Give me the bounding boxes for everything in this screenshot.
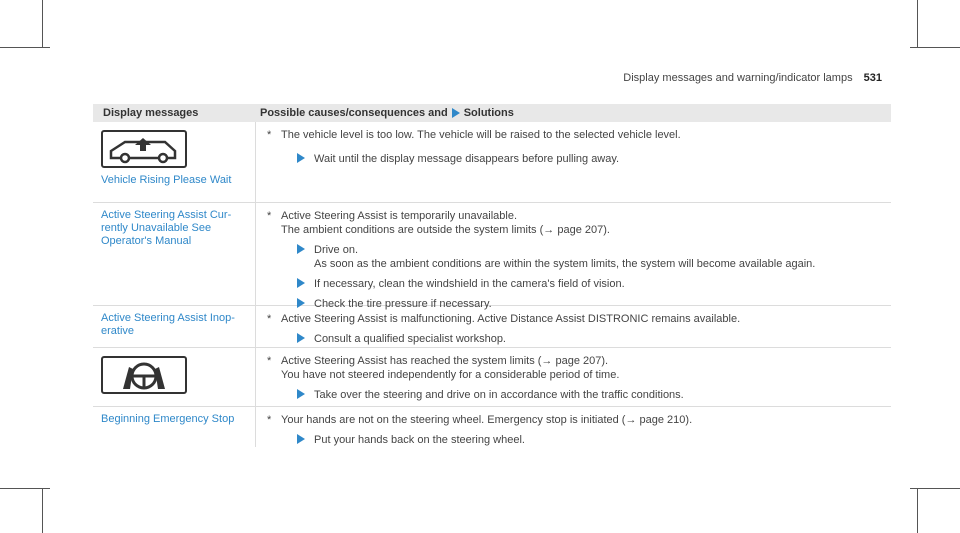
cause-item: * Active Steering Assist is malfunctioning. Active Distance Assist DISTRONIC remains available. bbox=[267, 313, 741, 325]
crop-mark bbox=[917, 488, 918, 533]
arrow-icon bbox=[452, 108, 460, 118]
page-number: 531 bbox=[863, 72, 882, 84]
messages-table bbox=[93, 104, 891, 447]
steering-hands-icon bbox=[101, 356, 187, 394]
message-text: Active Steering Assist Inoperative bbox=[101, 312, 235, 337]
table-row bbox=[93, 306, 891, 348]
section-title: Display messages and warning/indicator lamps bbox=[623, 72, 853, 84]
message-text: Vehicle Rising Please Wait bbox=[101, 174, 232, 186]
crop-mark bbox=[42, 0, 43, 48]
col-display-messages: Display messages bbox=[103, 107, 199, 119]
cause-note: You have not steered independently for a considerable period of time. bbox=[281, 369, 620, 381]
table-header bbox=[93, 104, 891, 122]
cause-note: The ambient conditions are outside the system limits (→ page 207). bbox=[281, 224, 610, 236]
crop-mark bbox=[917, 0, 918, 48]
cause-item: * Your hands are not on the steering wheel. Emergency stop is initiated (→ page 210). bbox=[267, 414, 693, 426]
step-arrow-icon bbox=[297, 333, 305, 343]
step-arrow-icon bbox=[297, 244, 305, 254]
solution-step: Take over the steering and drive on in accordance with the traffic conditions. bbox=[297, 388, 883, 402]
step-arrow-icon bbox=[297, 278, 305, 288]
solution-step: Drive on. As soon as the ambient conditions are within the system limits, the system will become available again. bbox=[297, 243, 883, 271]
vehicle-level-icon bbox=[101, 130, 187, 168]
table-row bbox=[93, 348, 891, 407]
solution-step: Wait until the display message disappears before pulling away. bbox=[297, 152, 883, 166]
page-header bbox=[623, 72, 882, 84]
crop-mark bbox=[42, 488, 43, 533]
solution-step: Put your hands back on the steering wheel. bbox=[297, 433, 883, 447]
cause-item: * Active Steering Assist has reached the system limits (→ page 207). bbox=[267, 355, 609, 367]
col-causes: Possible causes/consequences and Solutions bbox=[260, 107, 514, 119]
table-row bbox=[93, 407, 891, 447]
table-row bbox=[93, 203, 891, 310]
table-row bbox=[93, 122, 891, 203]
solution-step: Check the tire pressure if necessary. bbox=[297, 297, 883, 311]
step-arrow-icon bbox=[297, 389, 305, 399]
solution-step: Consult a qualified specialist workshop. bbox=[297, 332, 883, 346]
step-arrow-icon bbox=[297, 434, 305, 444]
cause-item: * Active Steering Assist is temporarily unavailable. bbox=[267, 210, 517, 222]
message-text: Active Steering Assist Currently Unavailable See Operator's Manual bbox=[101, 209, 232, 247]
step-arrow-icon bbox=[297, 153, 305, 163]
solution-step: If necessary, clean the windshield in the camera's field of vision. bbox=[297, 277, 883, 291]
message-text: Beginning Emergency Stop bbox=[101, 413, 235, 425]
cause-item: * The vehicle level is too low. The vehicle will be raised to the selected vehicle level. bbox=[267, 129, 681, 141]
